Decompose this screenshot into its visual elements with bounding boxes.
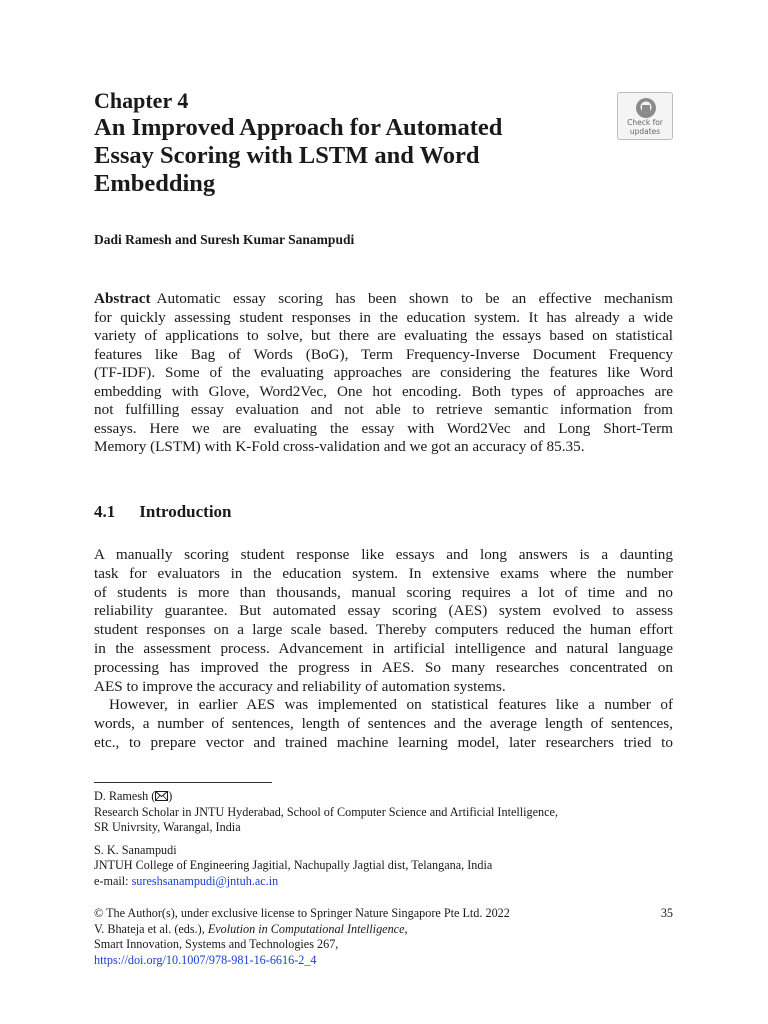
footnote-affiliation-line: Research Scholar in JNTU Hyderabad, School of Computer Science and Artificial Intelligence,: [94, 804, 558, 819]
abstract-line: variety of applications to solve, but there are evaluating the essays based on statistical: [94, 327, 673, 344]
body-line: words, a number of sentences, length of sentences and the average length of sentences,: [94, 715, 673, 733]
book-title: Evolution in Computational Intelligence: [207, 921, 405, 936]
section-heading: [94, 502, 232, 522]
abstract-line: for quickly assessing student responses in the education system. It has already a wide: [94, 308, 673, 326]
body-line: reliability guarantee. But automated essay scoring (AES) system evolved to assess: [94, 602, 673, 620]
email-link[interactable]: sureshsanampudi@jntuh.ac.in: [131, 873, 279, 888]
author-list: Dadi Ramesh and Suresh Kumar Sanampudi: [94, 232, 355, 247]
series-line: Smart Innovation, Systems and Technologies 267,: [94, 937, 339, 952]
check-for-updates-badge[interactable]: [617, 92, 673, 140]
abstract-label: Abstract: [94, 290, 151, 307]
abstract-line: features like Bag of Words (BoG), Term Frequency-Inverse Document Frequency: [94, 345, 673, 363]
body-line: processing has improved the progress in AES. So many researches concentrated on: [94, 658, 673, 676]
copyright-block: [94, 906, 673, 968]
footnote-affiliation-line: JNTUH College of Engineering Jagitial, Nachupally Jagtial dist, Telangana, India: [94, 858, 493, 873]
footnote-affiliation-line: SR Univrsity, Warangal, India: [94, 820, 241, 835]
author-affiliation: [94, 789, 673, 836]
body-line: in the assessment process. Advancement in artificial intelligence and natural language: [94, 639, 673, 657]
chapter-title-line: Embedding: [94, 170, 216, 197]
book-citation-line: V. Bhateja et al. (eds.), Evolution in Computational Intelligence,: [94, 921, 408, 936]
chapter-title-line: Essay Scoring with LSTM and Word: [94, 142, 480, 169]
abstract-line: not fulfilling essay evaluation and not able to retrieve semantic information from: [94, 401, 673, 418]
abstract-line: (TF-IDF). Some of the evaluating approaches are considering the features like Word: [94, 364, 673, 381]
paragraph: [94, 696, 673, 752]
abstract-line: Memory (LSTM) with K-Fold cross-validation and we got an accuracy of 85.35.: [94, 438, 585, 455]
footnote-author-name: S. K. Sanampudi: [94, 842, 177, 857]
chapter-label: Chapter 4: [94, 88, 189, 113]
chapter-title-line: An Improved Approach for Automated: [94, 114, 503, 141]
chapter-title: [94, 114, 594, 198]
body-line: of students is more than thousands, manual scoring requires a lot of time and no: [94, 583, 673, 601]
body-line: AES to improve the accuracy and reliability of automation systems.: [94, 677, 506, 695]
badge-text: Check for updates: [627, 118, 663, 136]
author-affiliation: [94, 843, 673, 890]
page-number: 35: [660, 906, 673, 920]
paragraph: [94, 546, 673, 696]
abstract-line: embedding with Glove, Word2Vec, One hot encoding. Both types of approaches are: [94, 382, 673, 400]
footnotes: [94, 789, 673, 897]
abstract-line: Abstract Automatic essay scoring has been shown to be an effective mechanism: [94, 290, 673, 307]
copyright-line: © The Author(s), under exclusive license to Springer Nature Singapore Pte Ltd. 2022: [94, 906, 510, 920]
bookmark-update-icon: [635, 97, 657, 119]
body-line: However, in earlier AES was implemented on statistical features like a number of: [109, 696, 673, 714]
section-number: 4.1: [94, 502, 116, 521]
body-line: task for evaluators in the education system. In extensive exams where the number: [94, 564, 673, 582]
body-line: A manually scoring student response like essays and long answers is a daunting: [94, 546, 673, 563]
body-text: [94, 546, 673, 753]
body-line: etc., to prepare vector and trained machine learning model, later researchers tried to: [94, 733, 673, 751]
body-line: student responses on a large scale based. Thereby computers reduced the human effort: [94, 621, 673, 639]
footnote-author-name: D. Ramesh ( ): [94, 789, 173, 803]
abstract-line: essays. Here we are evaluating the essay with Word2Vec and Long Short-Term: [94, 419, 673, 437]
section-title: Introduction: [139, 502, 232, 521]
abstract: [94, 290, 673, 457]
footnote-divider: [94, 782, 272, 783]
doi-link[interactable]: https://doi.org/10.1007/978-981-16-6616-2_4: [94, 952, 317, 967]
footnote-email-line: e-mail: sureshsanampudi@jntuh.ac.in: [94, 873, 279, 888]
envelope-icon[interactable]: [155, 791, 168, 801]
